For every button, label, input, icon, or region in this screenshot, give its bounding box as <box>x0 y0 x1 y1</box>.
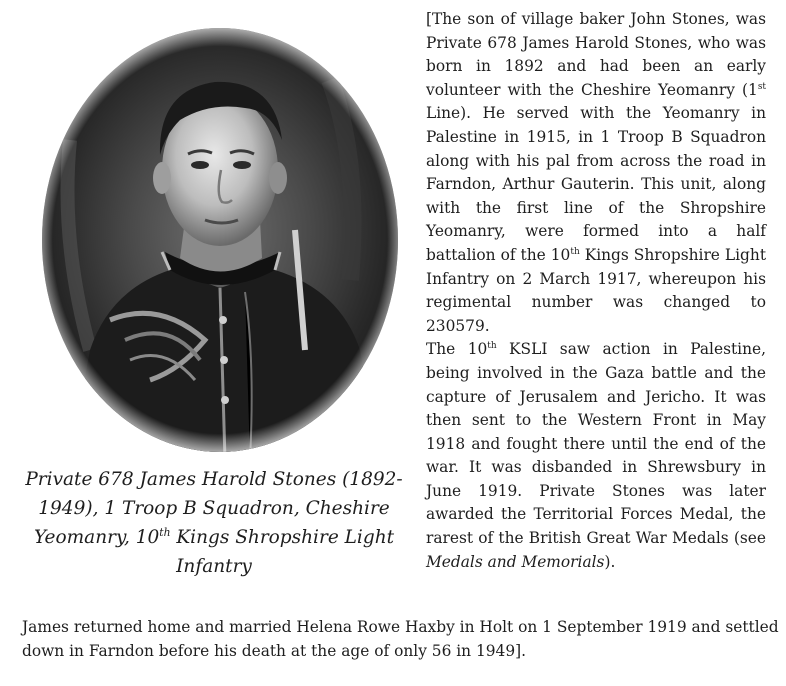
p1-ordinal-th: th <box>570 246 580 257</box>
biography-paragraph-2 <box>426 338 766 574</box>
p2-text-end: ). <box>604 552 616 571</box>
caption-line-4: Infantry <box>176 556 252 577</box>
caption-line-2: 1949), 1 Troop B Squadron, Cheshire <box>38 498 390 519</box>
p1-text-start: [The son of village baker John Stones, was Private 678 James Harold Stones, who was born in 1892 and had been an early volunteer with the Cheshire Yeomanry (1 <box>426 10 766 99</box>
caption-line-1: Private 678 James Harold Stones (1892- <box>25 469 403 490</box>
closing-line-1: James returned home and married Helena Rowe Haxby in Holt on 1 September 1919 and settled <box>22 618 779 636</box>
photo-caption <box>18 465 410 581</box>
p1-text-middle: Line). He served with the Yeomanry in Palestine in 1915, in 1 Troop B Squadron along with his pal from across the road in Farndon, Arthur Gauterin. This unit, along with the first line of the Shropshire Yeomanry, were formed into a half battalion of the 10 <box>426 104 766 264</box>
caption-line-3 <box>34 527 394 548</box>
caption-ordinal-suffix: th <box>159 525 171 539</box>
closing-line-2: down in Farndon before his death at the age of only 56 in 1949]. <box>22 642 527 660</box>
p2-text-middle: KSLI saw action in Palestine, being involved in the Gaza battle and the capture of Jerusalem and Jericho. It was then sent to the Western Front in May 1918 and fought there until the end of the war. It was disbanded in Shrewsbury in June 1919. Private Stones was later awarded the Territorial Forces Medal, the rarest of the British Great War Medals (see <box>426 340 766 548</box>
biography-text <box>426 8 766 574</box>
biography-paragraph-1 <box>426 8 766 338</box>
p1-ordinal-st: st <box>757 81 766 92</box>
p2-ordinal-th: th <box>487 341 497 352</box>
closing-paragraph <box>22 615 782 663</box>
caption-line-3-end: Kings Shropshire Light <box>170 527 395 548</box>
p2-text-start: The 10 <box>426 340 488 359</box>
p1-text-end: Kings Shropshire Light Infantry on 2 March 1917, whereupon his regimental number was changed to 230579. <box>426 245 767 335</box>
caption-line-3-start: Yeomanry, 10 <box>33 527 160 548</box>
medals-reference: Medals and Memorials <box>426 552 605 571</box>
portrait-photo <box>30 20 410 460</box>
portrait-image <box>30 20 410 460</box>
